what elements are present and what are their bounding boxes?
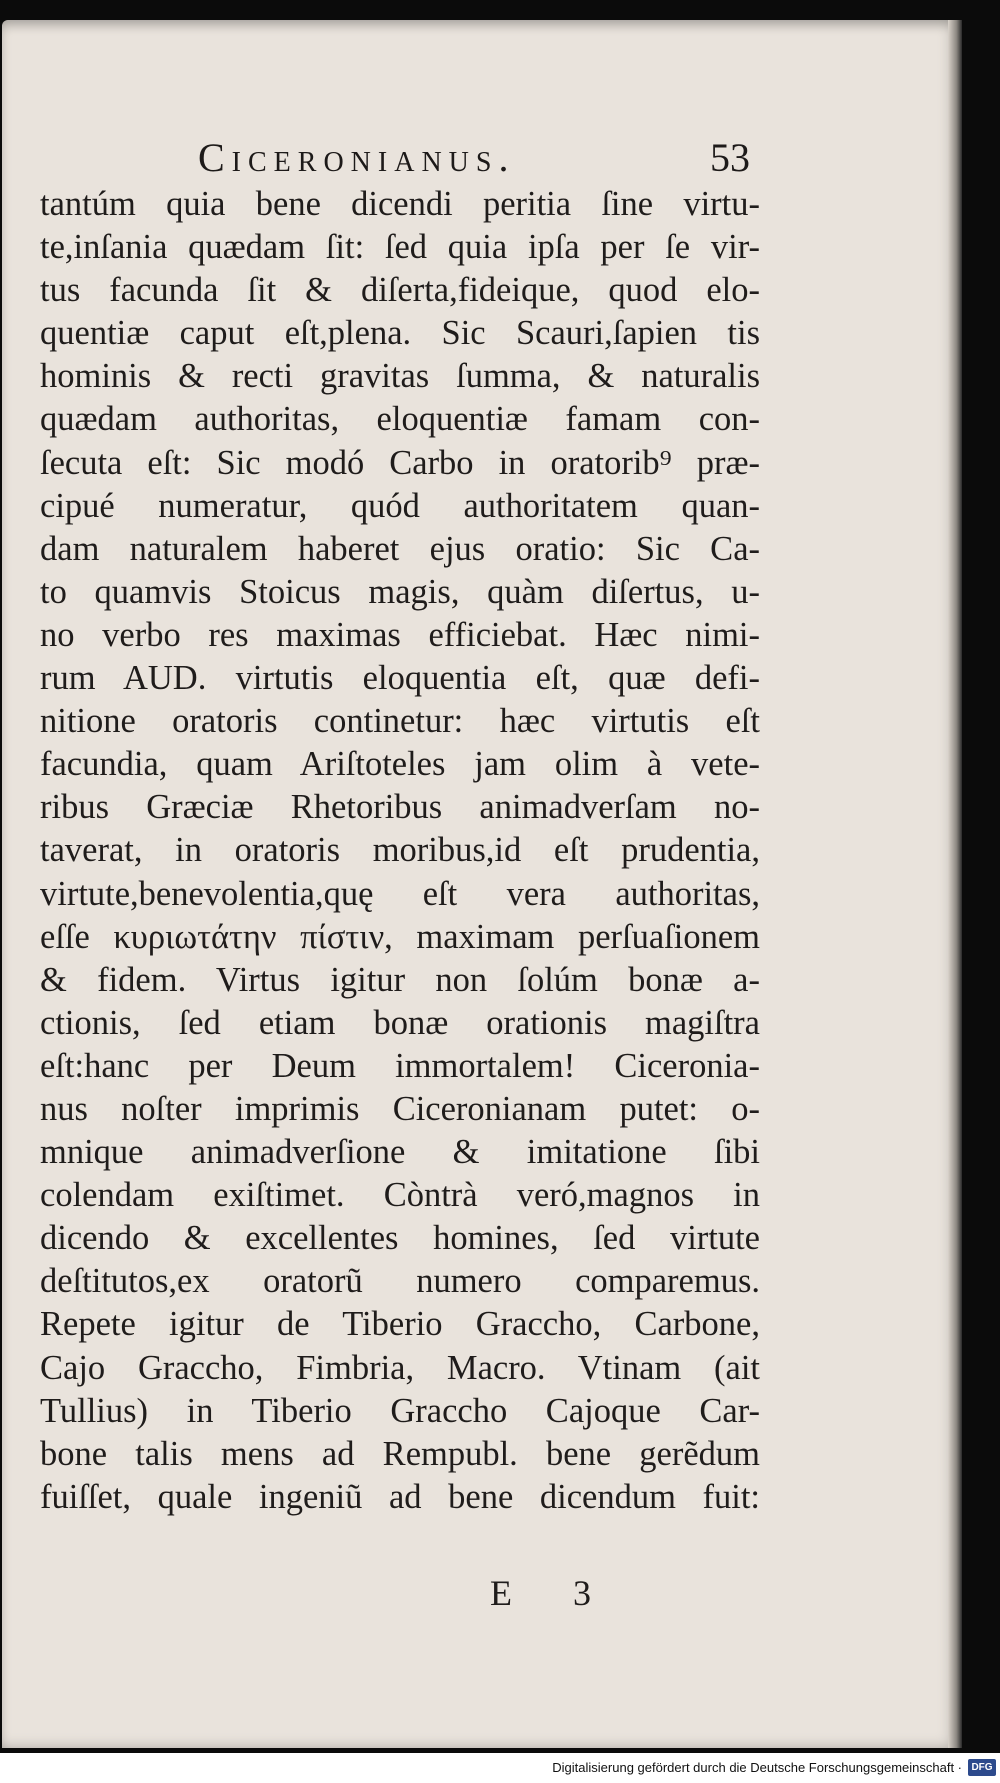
page-number: 53 — [710, 135, 750, 180]
dfg-logo-icon: DFG — [968, 1759, 996, 1776]
book-page — [2, 20, 960, 1748]
text-line: Tullius) in Tiberio Graccho Cajoque Car- — [40, 1391, 760, 1430]
credit-bar — [0, 1753, 1000, 1783]
text-line: ſecuta eſt: Sic modó Carbo in oratorib⁹ præ- — [40, 443, 760, 482]
text-block — [40, 183, 760, 1519]
text-line: quædam authoritas, eloquentiæ famam con- — [40, 400, 760, 439]
text-line: te,inſania quædam ſit: ſed quia ipſa per ſe vir- — [40, 228, 760, 267]
text-line: eſſe κυριωτάτην πίστιν, maximam perſuaſionem — [40, 917, 760, 956]
text-line: no verbo res maximas efficiebat. Hæc nimi- — [40, 615, 760, 654]
text-line: tantúm quia bene dicendi peritia ſine virtu- — [40, 185, 760, 223]
text-line: nus noſter imprimis Ciceronianam putet: o- — [40, 1089, 760, 1128]
text-line: cipué numeratur, quód authoritatem quan- — [40, 486, 760, 525]
running-title: Ciceronianus. — [198, 135, 516, 180]
text-line: facundia, quam Ariſtoteles jam olim à vete- — [40, 745, 760, 784]
text-line: colendam exiſtimet. Còntrà veró,magnos in — [40, 1176, 760, 1215]
text-line: ribus Græciæ Rhetoribus animadverſam no- — [40, 788, 760, 827]
text-line: Cajo Graccho, Fimbria, Macro. Vtinam (ait — [40, 1348, 760, 1387]
text-line: ctionis, ſed etiam bonæ orationis magiſtra — [40, 1003, 760, 1042]
text-line: fuiſſet, quale ingeniũ ad bene dicendum fuit: — [40, 1477, 760, 1516]
credit-text: Digitalisierung gefördert durch die Deutsche Forschungsgemeinschaft · — [552, 1760, 962, 1775]
text-line: bone talis mens ad Rempubl. bene gerẽdum — [40, 1434, 760, 1473]
text-line: to quamvis Stoicus magis, quàm diſertus, u- — [40, 572, 760, 611]
text-line: virtute,benevolentia,quę eſt vera authoritas, — [40, 874, 760, 913]
text-line: hominis & recti gravitas ſumma, & naturalis — [40, 357, 760, 396]
signature-mark: E 3 — [490, 1573, 617, 1613]
text-line: taverat, in oratoris moribus,id eſt prudentia, — [40, 831, 760, 870]
text-line: dicendo & excellentes homines, ſed virtute — [40, 1219, 760, 1258]
text-line: quentiæ caput eſt,plena. Sic Scauri,ſapien tis — [40, 314, 760, 353]
text-line: mnique animadverſione & imitatione ſibi — [40, 1133, 760, 1172]
text-line: & fidem. Virtus igitur non ſolúm bonæ a- — [40, 960, 760, 999]
text-line: dam naturalem haberet ejus oratio: Sic Ca- — [40, 529, 760, 568]
page-edge-shadow — [948, 20, 962, 1748]
text-line: eſt:hanc per Deum immortalem! Ciceronia- — [40, 1046, 760, 1085]
text-line: tus facunda ſit & diſerta,fideique, quod elo- — [40, 271, 760, 310]
text-line: Repete igitur de Tiberio Graccho, Carbone, — [40, 1305, 760, 1344]
text-line: deſtitutos,ex oratorũ numero comparemus. — [40, 1262, 760, 1301]
text-line: nitione oratoris continetur: hæc virtutis eſt — [40, 702, 760, 741]
text-line: rum AUD. virtutis eloquentia eſt, quæ defi- — [40, 659, 760, 698]
running-head — [2, 120, 960, 180]
